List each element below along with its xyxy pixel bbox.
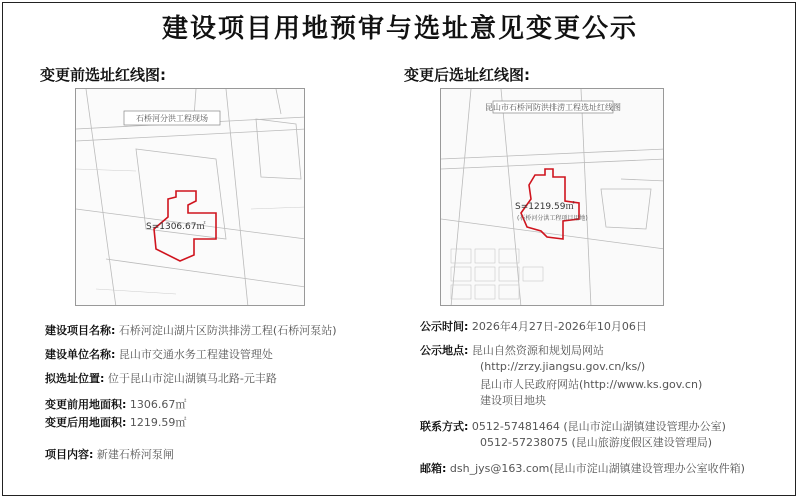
after-heading: 变更后选址红线图: bbox=[404, 66, 530, 84]
before-heading: 变更前选址红线图: bbox=[40, 66, 166, 84]
project-unit-label: 建设单位名称: bbox=[45, 348, 116, 361]
notice-email-label: 邮箱: bbox=[420, 462, 447, 475]
notice-place-line-1: 昆山自然资源和规划局网站 bbox=[471, 344, 604, 357]
notice-place-row bbox=[420, 342, 604, 358]
after-area-label: S=1219.59㎡ bbox=[515, 202, 575, 212]
area-after-row bbox=[45, 414, 186, 430]
notice-place-line-2[interactable]: (http://zrzy.jiangsu.gov.cn/ks/) bbox=[480, 360, 646, 373]
notice-time-row bbox=[420, 318, 647, 334]
notice-time-value: 2026年4月27日-2026年10月06日 bbox=[471, 320, 647, 333]
area-before-label: 变更前用地面积: bbox=[45, 398, 127, 411]
project-location-label: 拟选址位置: bbox=[45, 372, 105, 385]
notice-contact-label: 联系方式: bbox=[420, 420, 469, 433]
after-area-note: (石桥河分洪工程项目用地) bbox=[517, 215, 588, 222]
notice-contact-line-1: 0512-57481464 (昆山市淀山湖镇建设管理办公室) bbox=[471, 420, 726, 433]
area-before-value: 1306.67㎡ bbox=[129, 398, 187, 411]
project-location-value: 位于昆山市淀山湖镇马北路-元丰路 bbox=[107, 372, 277, 385]
notice-email-row bbox=[420, 460, 745, 476]
project-content-value: 新建石桥河泵闸 bbox=[96, 448, 174, 461]
notice-email-value[interactable]: dsh_jys@163.com(昆山市淀山湖镇建设管理办公室收件箱) bbox=[449, 462, 745, 475]
after-map-label: 昆山市石桥河防洪排涝工程选址红线图 bbox=[485, 103, 621, 112]
project-unit-value: 昆山市交通水务工程建设管理处 bbox=[118, 348, 273, 361]
after-map-drawing bbox=[441, 89, 664, 306]
notice-time-label: 公示时间: bbox=[420, 320, 469, 333]
project-name-value: 石桥河淀山湖片区防洪排涝工程(石桥河泵站) bbox=[118, 324, 337, 337]
project-content-row bbox=[45, 446, 174, 462]
before-map bbox=[75, 88, 305, 306]
notice-contact-row bbox=[420, 418, 726, 434]
before-map-label: 石桥河分洪工程现场 bbox=[136, 114, 208, 123]
area-before-row bbox=[45, 396, 186, 412]
before-map-drawing bbox=[76, 89, 305, 306]
notice-place-line-4: 建设项目地块 bbox=[480, 394, 546, 407]
notice-contact-line-2: 0512-57238075 (昆山旅游度假区建设管理局) bbox=[480, 436, 713, 449]
area-after-label: 变更后用地面积: bbox=[45, 416, 127, 429]
notice-place-line-3[interactable]: 昆山市人民政府网站(http://www.ks.gov.cn) bbox=[480, 378, 703, 391]
page-title: 建设项目用地预审与选址意见变更公示 bbox=[161, 14, 638, 44]
before-area-label: S=1306.67㎡ bbox=[146, 222, 206, 232]
project-content-label: 项目内容: bbox=[45, 448, 94, 461]
after-map bbox=[440, 88, 664, 306]
notice-place-label: 公示地点: bbox=[420, 344, 469, 357]
project-location-row bbox=[45, 370, 277, 386]
project-name-label: 建设项目名称: bbox=[45, 324, 116, 337]
project-name-row bbox=[45, 322, 337, 338]
area-after-value: 1219.59㎡ bbox=[129, 416, 187, 429]
project-unit-row bbox=[45, 346, 273, 362]
